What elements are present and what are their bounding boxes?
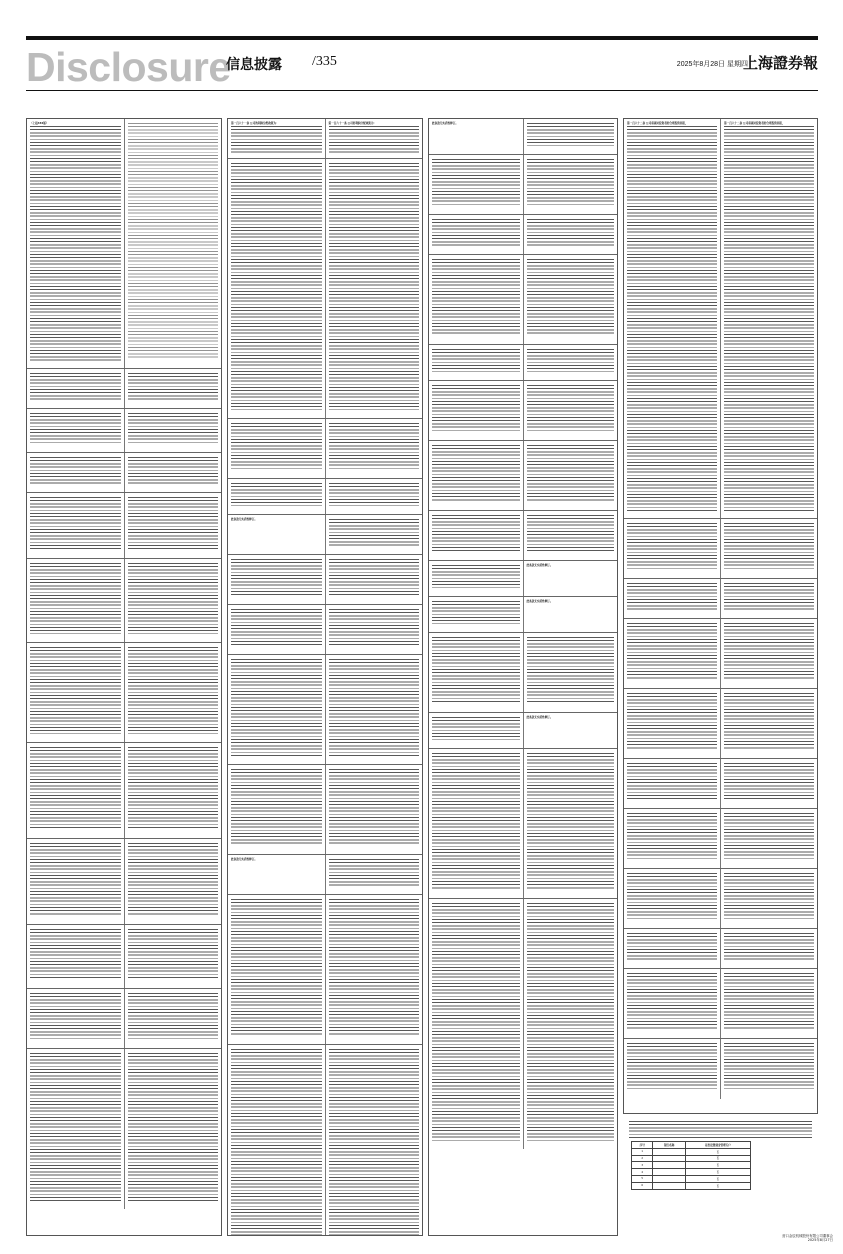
column-1 [26, 118, 222, 1236]
body-text [527, 515, 615, 552]
body-text [30, 457, 121, 484]
body-text [329, 519, 420, 546]
article-block [228, 419, 422, 479]
article-block [624, 519, 817, 579]
body-text [329, 483, 420, 506]
body-text [329, 163, 420, 410]
clause-heading: 第一百六十二条 公司重视对投资者的合理投资回报， [724, 122, 785, 125]
article-block [27, 559, 221, 643]
body-text [432, 219, 520, 246]
body-text [329, 1049, 420, 1236]
article-block [624, 1039, 817, 1099]
notice-paragraph [623, 1118, 818, 1141]
article-block [429, 749, 617, 899]
body-text [432, 717, 520, 740]
body-text [128, 647, 219, 734]
body-text [30, 993, 121, 1040]
article-block [624, 759, 817, 809]
article-block [429, 511, 617, 561]
body-text [231, 423, 322, 470]
column-3 [428, 118, 618, 1236]
article-block [27, 453, 221, 493]
article-block [429, 633, 617, 713]
body-text [128, 1053, 219, 1201]
body-text [432, 601, 520, 624]
masthead-wordmark: Disclosure [26, 44, 231, 90]
body-text [128, 843, 219, 916]
page-number: /335 [312, 54, 337, 69]
table-row: 2 否 [632, 1155, 751, 1162]
article-block [429, 345, 617, 381]
article-block [228, 515, 422, 555]
body-text [432, 565, 520, 588]
body-text [432, 753, 520, 890]
article-block [27, 989, 221, 1049]
body-text [724, 623, 814, 680]
article-block [27, 119, 221, 369]
body-text [627, 973, 717, 1030]
body-text [30, 843, 121, 916]
body-text [527, 259, 615, 336]
article-block [228, 765, 422, 855]
article-block [429, 561, 617, 597]
body-text [30, 126, 121, 363]
signoff: 营口金辰机械股份有限公司董事会 2025年8月27日 [782, 1234, 833, 1243]
article-block [624, 689, 817, 759]
body-text [432, 349, 520, 372]
article-block [228, 605, 422, 655]
body-text [527, 637, 615, 704]
body-text [128, 373, 219, 400]
body-text [527, 385, 615, 432]
body-text [724, 933, 814, 960]
body-text [627, 813, 717, 860]
body-text [329, 609, 420, 646]
body-text [30, 563, 121, 634]
body-text [231, 609, 322, 646]
article-block [228, 479, 422, 515]
article-block [27, 409, 221, 453]
no-change-note: 此条款无实质性修订。 [231, 518, 257, 521]
body-text [231, 899, 322, 1036]
body-text [724, 973, 814, 1030]
body-text [30, 647, 121, 734]
body-text [30, 413, 121, 444]
body-text [231, 559, 322, 596]
article-block [27, 925, 221, 989]
body-text [329, 899, 420, 1036]
body-text [527, 903, 615, 1141]
body-text [527, 349, 615, 372]
body-text [432, 385, 520, 432]
body-text [627, 933, 717, 960]
article-block [429, 381, 617, 441]
body-text [627, 523, 717, 570]
body-text [627, 623, 717, 680]
masthead-bottom-rule [26, 90, 818, 91]
table-header: 是否设置现金管理专户 [685, 1142, 750, 1149]
article-block [228, 119, 422, 159]
article-block [429, 441, 617, 511]
no-change-note: 此条款无实质性修订。 [231, 858, 257, 861]
body-text [527, 123, 615, 146]
body-text [128, 457, 219, 484]
body-text [30, 929, 121, 980]
table-row: 5 否 [632, 1175, 751, 1182]
article-block [624, 869, 817, 929]
body-text [527, 159, 615, 206]
article-block [624, 929, 817, 969]
body-text [30, 497, 121, 550]
table-row: 3 否 [632, 1162, 751, 1169]
no-change-note: 此条款无实质性修订。 [432, 122, 458, 125]
article-block [429, 713, 617, 749]
body-text [128, 497, 219, 550]
article-block [228, 655, 422, 765]
article-block [429, 597, 617, 633]
body-text [30, 747, 121, 830]
body-text [231, 163, 322, 410]
clause-heading: 第一百六十一条 公司的利润分配政策为： [231, 122, 279, 125]
body-text [329, 769, 420, 846]
article-block [624, 119, 817, 519]
article-block [624, 969, 817, 1039]
body-text [527, 445, 615, 502]
body-text [329, 859, 420, 886]
body-text [329, 423, 420, 470]
article-block [27, 743, 221, 839]
article-block [429, 155, 617, 215]
column-2 [227, 118, 423, 1236]
article-block [27, 369, 221, 409]
issue-date: 2025年8月28日 星期四 [676, 61, 748, 68]
bank-account-table [631, 1141, 751, 1190]
article-block [624, 579, 817, 619]
table-header: 序号 [632, 1142, 653, 1149]
section-title: 信息披露 [226, 57, 282, 73]
body-text [128, 123, 219, 360]
article-block [27, 643, 221, 743]
body-text [432, 159, 520, 206]
body-text [329, 559, 420, 596]
body-text [627, 583, 717, 610]
body-text [527, 753, 615, 890]
table-row: 4 否 [632, 1169, 751, 1176]
table-row: 6 否 [632, 1182, 751, 1189]
body-text [231, 659, 322, 756]
article-block [228, 159, 422, 419]
article-block [27, 839, 221, 925]
body-text [724, 693, 814, 750]
body-text [231, 1049, 322, 1236]
body-text [432, 259, 520, 336]
body-text [128, 413, 219, 444]
body-text [724, 813, 814, 860]
body-text [128, 993, 219, 1040]
article-block [624, 809, 817, 869]
body-text [627, 1043, 717, 1091]
body-text [724, 763, 814, 800]
body-text [432, 903, 520, 1141]
table-header-row [632, 1142, 751, 1149]
masthead [26, 44, 818, 90]
body-text [128, 929, 219, 980]
article-block [228, 555, 422, 605]
continuation-label: （上接334版） [30, 122, 49, 125]
body-text [128, 747, 219, 830]
body-text [432, 445, 520, 502]
table-header: 银行名称 [653, 1142, 685, 1149]
body-text [30, 373, 121, 400]
article-block [228, 895, 422, 1045]
article-block [228, 1045, 422, 1236]
table-row: 1 否 [632, 1148, 751, 1155]
clause-heading: 第一百六十二条 公司重视对投资者的合理投资回报， [627, 122, 688, 125]
body-text [432, 637, 520, 704]
body-text [724, 1043, 814, 1091]
article-block [429, 255, 617, 345]
newspaper-logo: 上海證券報 [742, 54, 818, 72]
body-text [724, 583, 814, 610]
article-block [429, 899, 617, 1149]
body-text [329, 659, 420, 756]
body-text [231, 483, 322, 506]
body-text [627, 763, 717, 800]
masthead-top-rule [26, 36, 818, 40]
clause-heading: 第一百六十一条 公司的利润分配政策为： [328, 122, 377, 125]
article-block [429, 215, 617, 255]
body-text [432, 515, 520, 552]
article-block [624, 619, 817, 689]
body-text [724, 523, 814, 570]
article-block [27, 1049, 221, 1209]
no-change-note: 此条款无实质性修订。 [526, 600, 553, 603]
bank-table-section [623, 1118, 818, 1188]
body-text [627, 873, 717, 920]
body-text [30, 1053, 121, 1201]
body-text [527, 219, 615, 246]
article-block [228, 855, 422, 895]
body-text [128, 563, 219, 634]
article-block [429, 119, 617, 155]
no-change-note: 此条款无实质性修订。 [526, 564, 553, 567]
column-4 [623, 118, 818, 1114]
body-text [231, 769, 322, 846]
body-text [724, 873, 814, 920]
article-block [27, 493, 221, 559]
no-change-note: 此条款无实质性修订。 [526, 716, 553, 719]
body-text [627, 693, 717, 750]
